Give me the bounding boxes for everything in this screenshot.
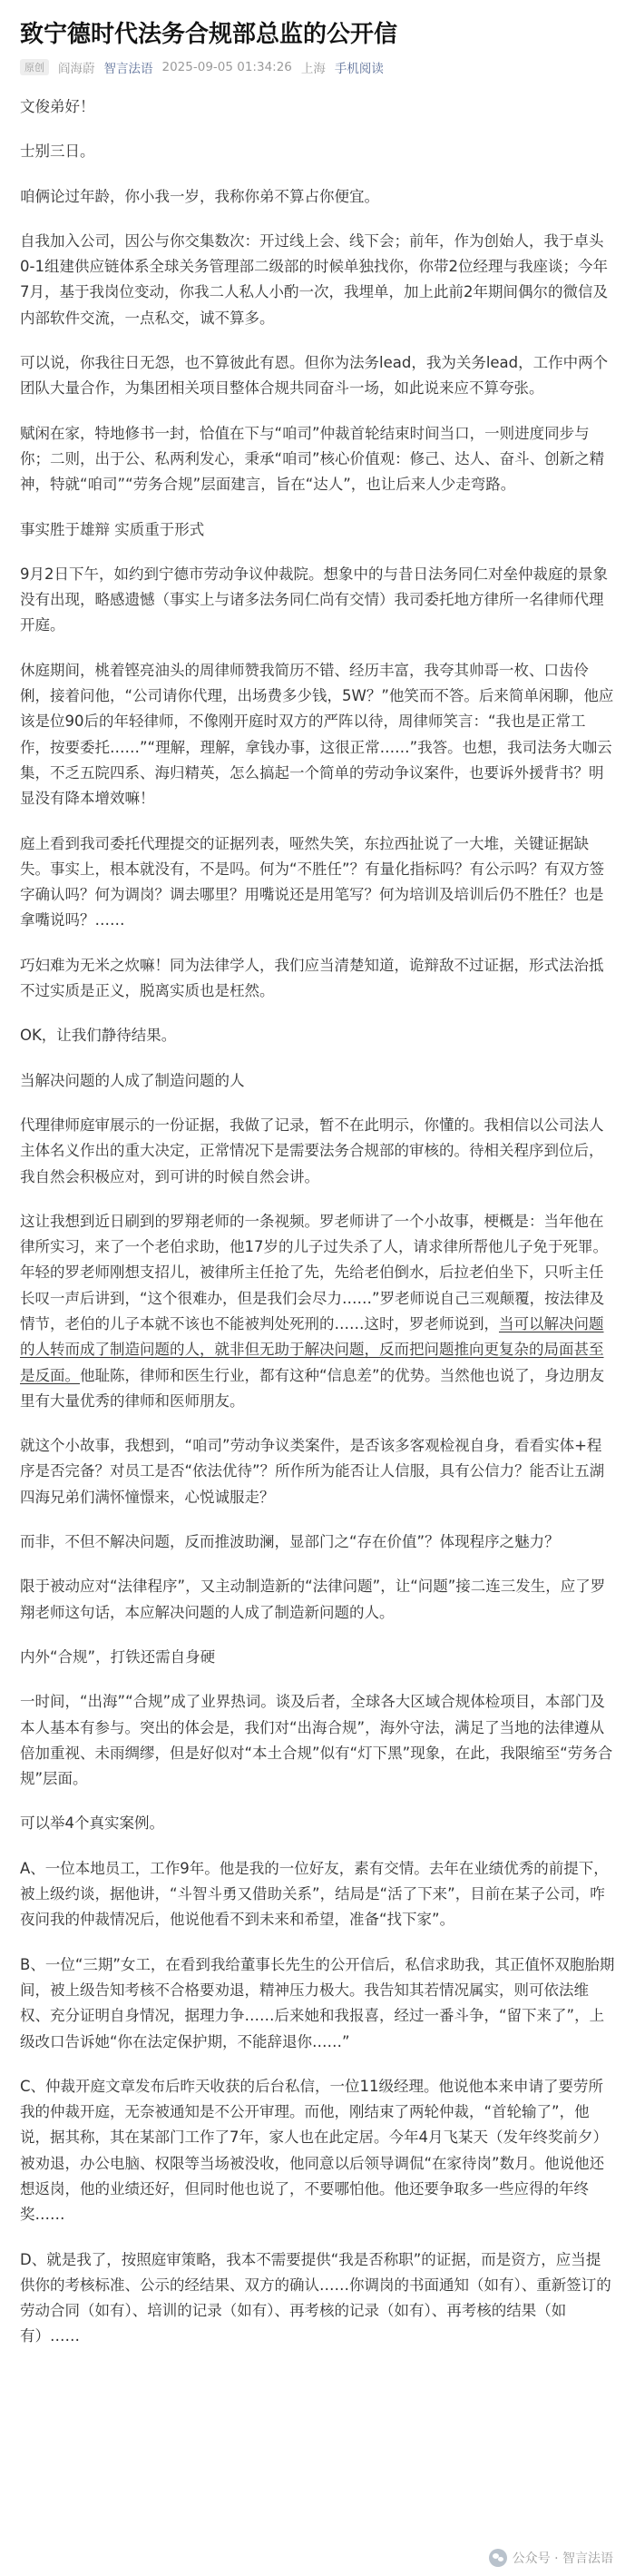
- author-name: 阎海蔚: [58, 62, 95, 76]
- case-paragraph: B、一位“三期”女工，在看到我给董事长先生的公开信后，私信求助我，其正值怀双胞胎期间，被上级告知考核不合格要劝退，精神压力极大。我告知其若情况属实，则可依法维权、充分证明自身情况，据理力争……后来她和我报喜，经过一番斗争，“留下来了”，上级改口告诉她“你在法定保护期，不能辞退你……”: [20, 1955, 615, 2050]
- section-heading: 内外“合规”，打铁还需自身硬: [20, 1647, 216, 1666]
- paragraph: 文俊弟好！: [20, 98, 95, 115]
- paragraph: 休庭期间，桃着铿亮油头的周律师赞我简历不错、经历丰富，我夸其帅哥一枚、口齿伶俐，接着问他，“公司请你代理，出场费多少钱，5W？”他笑而不答。后来简单闲聊，他应该是位90后的年轻律师，不像刚开庭时双方的严阵以待，周律师笑言：“我也是正常工作，按要委托……”“理解，理解，拿钱办事，这很正常……”我答。也想，我司法务大咖云集，不乏五院四系、海归精英，怎么搞起一个简单的劳动争议案件，也要诉外援背书？明显没有降本增效嘛！: [20, 661, 614, 808]
- paragraph: 可以举4个真实案例。: [20, 1814, 164, 1833]
- paragraph: 赋闲在家，特地修书一封，恰值在下与“咱司”仲裁首轮结束时间当口，一则进度同步与你；二则，出于公、私两利发心，秉承“咱司”核心价值观：修己、达人、奋斗、创新之精神，特就“咱司”“劳务合规”层面建言，旨在“达人”，也让后来人少走弯路。: [20, 424, 605, 494]
- paragraph: 咱俩论过年龄，你小我一岁，我称你弟不算占你便宜。: [20, 187, 379, 205]
- paragraph: 一时间，“出海”“合规”成了业界热词。谈及后者，全球各大区域合规体检项目，本部门及本人基本有参与。突出的体会是，我们对“出海合规”，海外守法，满足了当地的法律遵从倍加重视、未雨绸缪，但是好似对“本土合规”似有“灯下黑”现象，在此，我限缩至“劳务合规”层面。: [20, 1693, 613, 1788]
- article-body: [20, 94, 615, 2350]
- article-title: 致宁德时代法务合规部总监的公开信: [20, 21, 398, 48]
- section-heading: 事实胜于雄辩 实质重于形式: [20, 520, 205, 538]
- paragraph: 巧妇难为无米之炊嘛！同为法律学人，我们应当清楚知道，诡辩敌不过证据，形式法治抵不过实质是正义，脱离实质也是枉然。: [20, 956, 604, 1000]
- watermark-text: 公众号 · 智言法语: [512, 2551, 613, 2566]
- original-badge: 原创: [20, 59, 49, 75]
- paragraph: 9月2日下午，如约到宁德市劳动争议仲裁院。想象中的与昔日法务同仁对垒仲裁庭的景象没有出现，略感遗憾（事实上与诸多法务同仁尚有交情）我司委托地方律所一名律师代理开庭。: [20, 565, 608, 634]
- underlined-quote: 当可以解决问题的人转而成了制造问题的人，就非但无助于解决问题，反而把问题推向更复杂的局面甚至是反面。: [20, 1314, 604, 1384]
- case-paragraph: A、一位本地员工，工作9年。他是我的一位好友，素有交情。去年在业绩优秀的前提下，被上级约谈，据他讲，“斗智斗勇又借助关系”，结局是“活了下来”，目前在某子公司，咋夜问我的仲裁情况后，他说他看不到未来和希望，准备“找下家”。: [20, 1859, 609, 1929]
- paragraph-text: 他耻陈，律师和医生行业，都有这种“信息差”的优势。当然他也说了，身边朋友里有大量优秀的律师和医师朋友。: [20, 1366, 605, 1410]
- section-heading: 当解决问题的人成了制造问题的人: [20, 1071, 245, 1089]
- account-name-link[interactable]: 智言法语: [103, 62, 153, 76]
- paragraph: 庭上看到我司委托代理提交的证据列表，哑然失笑，东拉西扯说了一大堆，关键证据缺失。事实上，根本就没有，不是吗。何为“不胜任”？有量化指标吗？有公示吗？有双方签字确认吗？何为调岗？调去哪里？用嘴说还是用笔写？何为培训及培训后仍不胜任？也是拿嘴说吗？……: [20, 834, 605, 929]
- case-paragraph: C、仲裁开庭文章发布后昨天收获的后台私信，一位11级经理。他说他本来申请了要劳所我的仲裁开庭，无奈被通知是不公开审理。而他，刚结束了两轮仲裁，“首轮输了”，他说，据其称，其在某部门工作了7年，家人也在此定居。今年4月飞某天（发年终奖前夕）被劝退，办公电脑、权限等当场被没收，他同意以后领导调侃“在家待岗”数月。他说他还想返岗，他的业绩还好，但同时他也说了，不要哪怕他。他还要争取多一些应得的年终奖……: [20, 2077, 608, 2224]
- paragraph: 代理律师庭审展示的一份证据，我做了记录，暂不在此明示，你懂的。我相信以公司法人主体名义作出的重大决定，正常情况下是需要法务合规部的审核的。待相关程序到位后，我自然会积极应对，到可讲的时候自然会讲。: [20, 1116, 604, 1185]
- paragraph: [20, 1209, 615, 1414]
- paragraph-text: 这让我想到近日刷到的罗翔老师的一条视频。罗老师讲了一个小故事，梗概是：当年他在律所实习，来了一个老伯求助，他17岁的儿子过失杀了人，请求律所帮他儿子免于死罪。年轻的罗老师刚想支招儿，被律所主任抢了先，先给老伯倒水，后拉老伯坐下，只听主任长叹一声后讲到，“这个很难办，但是我们会尽力……”罗老师说自己三观颠覆，按法律及情节，老伯的儿子本就不该也不能被判处死刑的……这时，罗老师说到，: [20, 1212, 608, 1332]
- case-paragraph: D、就是我了，按照庭审策略，我本不需要提供“我是否称职”的证据，而是资方，应当提供你的考核标准、公示的经结果、双方的确认……你调岗的书面通知（如有）、重新签订的劳动合同（如有）、培训的记录（如有）、再考核的记录（如有）、再考核的结果（如有）……: [20, 2250, 611, 2345]
- paragraph: OK，让我们静待结果。: [20, 1027, 177, 1045]
- paragraph: 而非，不但不解决问题，反而推波助澜，显部门之“存在价值”？体现程序之魅力？: [20, 1533, 560, 1551]
- wechat-icon: [489, 2549, 507, 2567]
- paragraph: 自我加入公司，因公与你交集数次：开过线上会、线下会；前年，作为创始人，我于卓头0-1组建供应链体系全球关务管理部二级部的时候单独找你，你带2位经理与我座谈；今年7月，基于我岗位变动，你我二人私人小酌一次，我埋单，加上此前2年期间偶尔的微信及内部软件交流，一点私交，诚不算多。: [20, 231, 608, 327]
- publish-time: 2025-09-05 01:34:26: [161, 60, 292, 74]
- paragraph: 就这个小故事，我想到，“咱司”劳动争议类案件，是否该多客观检视自身，看看实体+程序是否完备？对员工是否“依法优待”？所作所为能否让人信服，具有公信力？能否让五湖四海兄弟们满怀憧憬来，心悦诚服走？: [20, 1437, 605, 1506]
- watermark: [489, 2549, 613, 2567]
- article-meta: [20, 56, 615, 78]
- paragraph: 士别三日。: [20, 143, 95, 161]
- publish-location: 上海: [300, 62, 326, 76]
- paragraph: 可以说，你我往日无怨，也不算彼此有恩。但你为法务lead，我为关务lead，工作中两个团队大量合作，为集团相关项目整体合规共同奋斗一场，如此说来应不算夸张。: [20, 354, 609, 398]
- mobile-read-link[interactable]: 手机阅读: [334, 62, 384, 76]
- paragraph: 限于被动应对“法律程序”，又主动制造新的“法律问题”，让“问题”接二连三发生，应了罗翔老师这句话，本应解决问题的人成了制造新问题的人。: [20, 1578, 606, 1621]
